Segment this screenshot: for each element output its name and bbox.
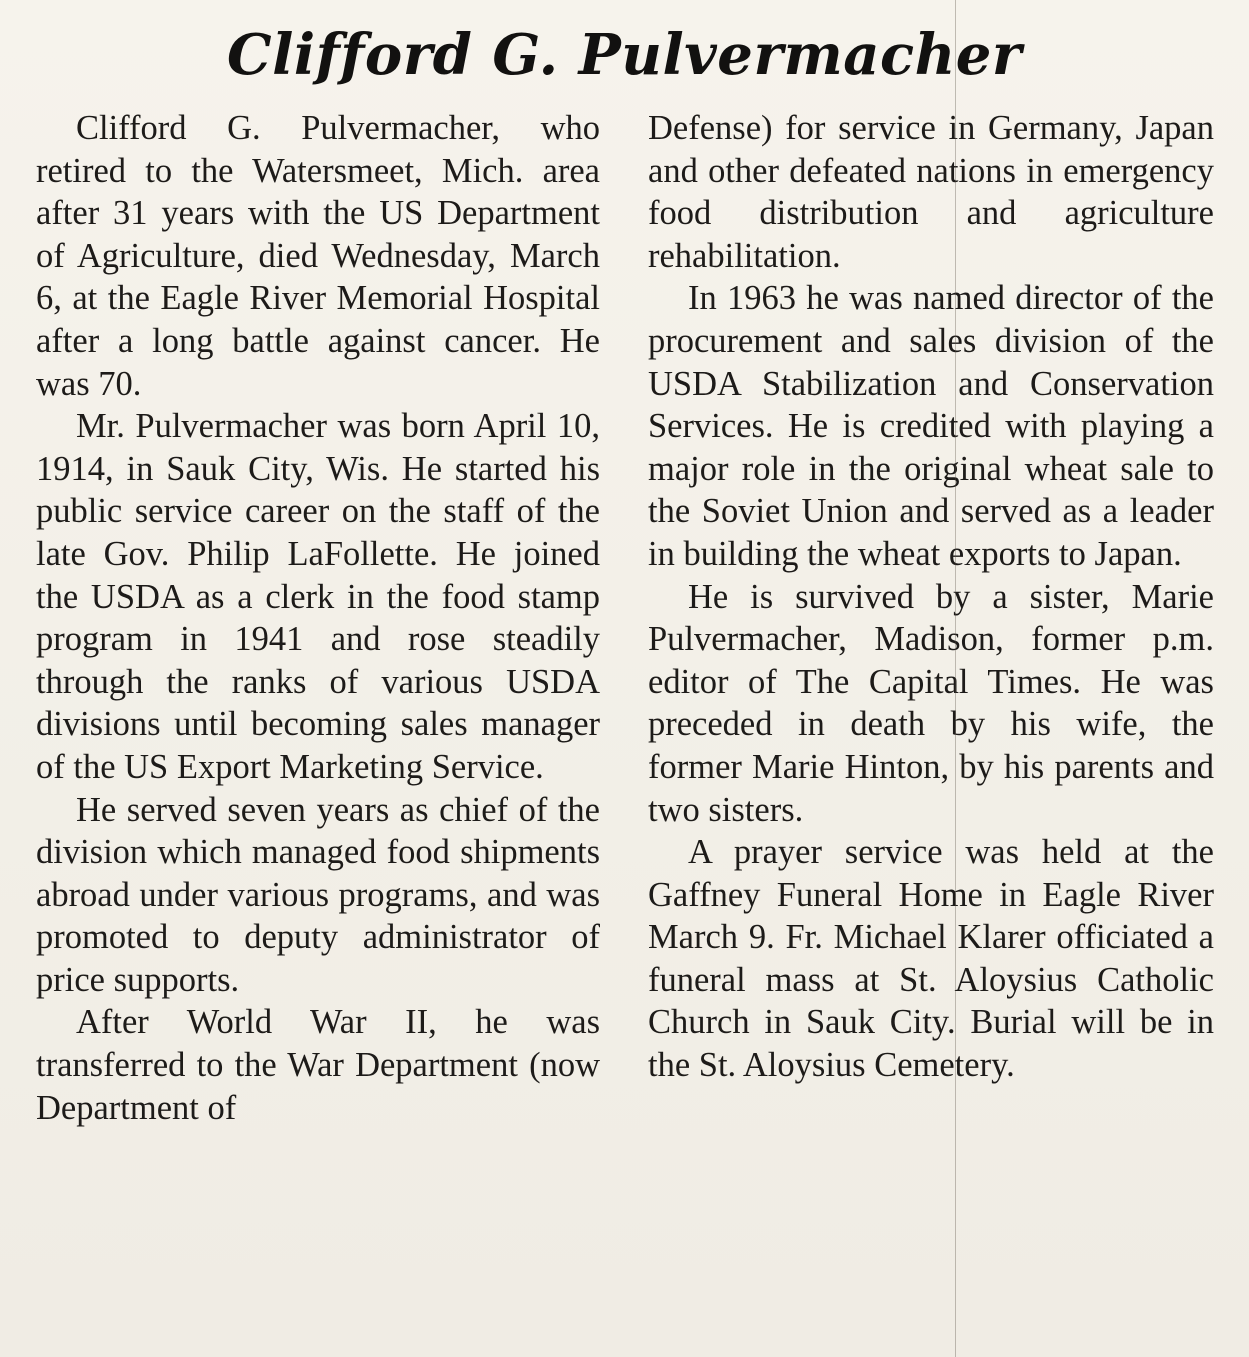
paragraph-retirement: Clifford G. Pulvermacher, who retired to the Watersmeet, Mich. area after 31 years with the US Department of Agriculture, died Wednesday, March 6, at the Eagle River Memorial Hospital after a long battle against cancer. He was 70. — [36, 109, 600, 403]
headline: Clifford G. Pulvermacher — [227, 22, 1022, 88]
paragraph-war-department: After World War II, he was transferred to the War Department (now Department of — [36, 1003, 600, 1127]
paragraph-division-chief: He served seven years as chief of the division which managed food shipments abroad under various programs, and was promoted to deputy administrator of price supports. — [36, 790, 600, 999]
right-column — [648, 107, 1214, 1087]
left-column — [36, 107, 600, 1129]
paragraph-career: Mr. Pulvermacher was born April 10, 1914, in Sauk City, Wis. He started his public service career on the staff of the late Gov. Philip LaFollette. He joined the USDA as a clerk in the food stamp program in 1941 and rose steadily through the ranks of various USDA divisions until becoming sales manager of the US Export Marketing Service. — [36, 407, 600, 786]
paragraph-procurement: In 1963 he was named director of the procurement and sales division of the USDA Stabilization and Conservation Services. He is credited with playing a major role in the original wheat sale to the Soviet Union and served as a leader in building the wheat exports to Japan. — [648, 279, 1214, 573]
paragraph-services: A prayer service was held at the Gaffney Funeral Home in Eagle River March 9. Fr. Michael Klarer officiated a funeral mass at St. Aloysius Catholic Church in Sauk City. Burial will be in the St. Aloysius Cemetery. — [648, 833, 1214, 1085]
paragraph-defense-continued: Defense) for service in Germany, Japan and other defeated nations in emergency food distribution and agriculture rehabilitation. — [648, 109, 1214, 275]
paragraph-survivors: He is survived by a sister, Marie Pulvermacher, Madison, former p.m. editor of The Capital Times. He was preceded in death by his wife, the former Marie Hinton, by his parents and two sisters. — [648, 577, 1214, 829]
scan-fold-line — [955, 0, 956, 1357]
